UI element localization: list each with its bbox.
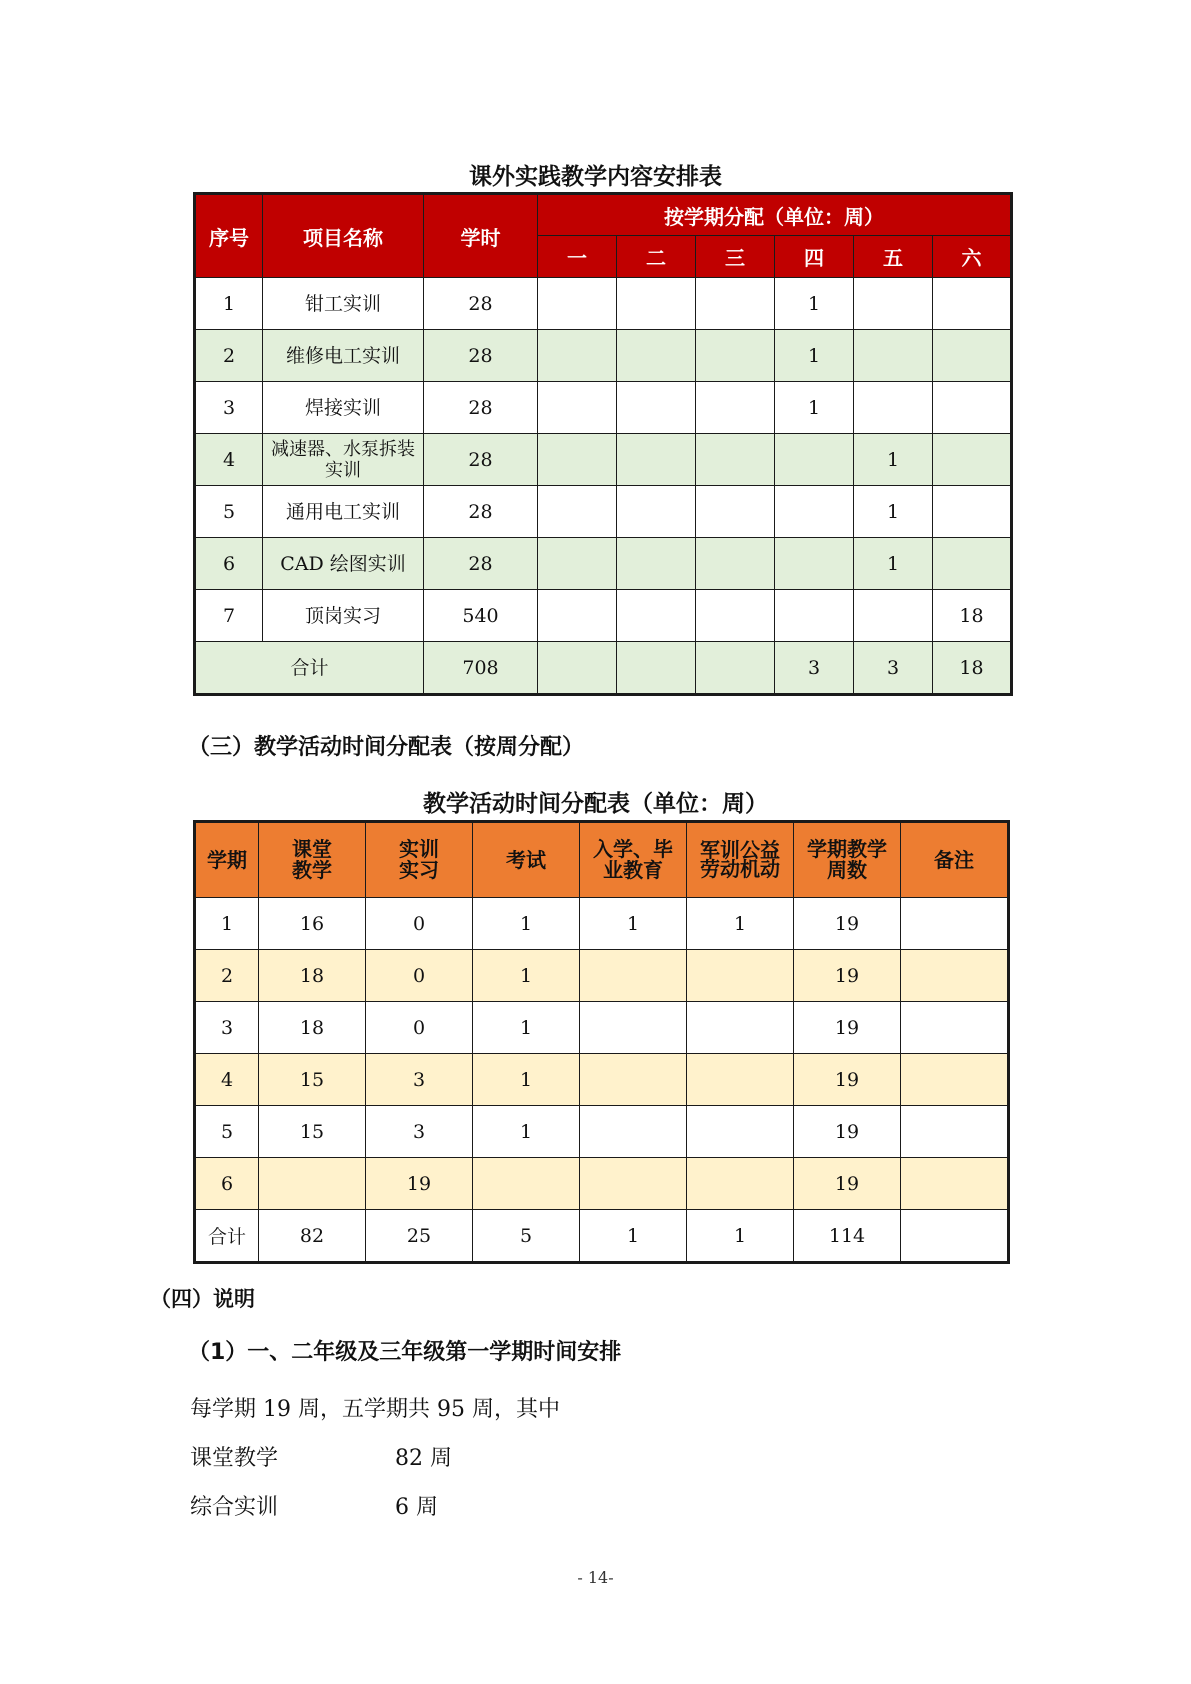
header-term-2: 二 (617, 236, 696, 278)
cell-term (617, 434, 696, 486)
cell-term (538, 486, 617, 538)
cell: 114 (794, 1210, 901, 1263)
header-term-5: 五 (854, 236, 933, 278)
schedule-line (190, 1490, 438, 1521)
cell: 1 (473, 1054, 580, 1106)
cell-hours: 28 (424, 434, 538, 486)
section-3-heading: （三）教学活动时间分配表（按周分配） (188, 735, 585, 760)
cell-term (696, 330, 775, 382)
cell-term (933, 330, 1012, 382)
cell: 3 (195, 1002, 259, 1054)
cell: 1 (195, 898, 259, 950)
table-row (195, 434, 1012, 486)
cell-hours: 28 (424, 382, 538, 434)
cell (901, 950, 1009, 1002)
cell: 1 (473, 950, 580, 1002)
cell (687, 950, 794, 1002)
table-row (195, 486, 1012, 538)
cell-seq: 6 (195, 538, 263, 590)
cell-seq: 4 (195, 434, 263, 486)
cell-term (696, 486, 775, 538)
cell: 合计 (195, 1210, 259, 1263)
cell-term (775, 538, 854, 590)
cell: 5 (473, 1210, 580, 1263)
cell: 0 (366, 898, 473, 950)
header-seq: 序号 (195, 194, 263, 278)
cell (901, 1106, 1009, 1158)
cell-name: 减速器、水泵拆装实训 (263, 434, 424, 486)
table2-title: 教学活动时间分配表（单位：周） (423, 791, 768, 817)
cell-term (854, 330, 933, 382)
cell-term (854, 278, 933, 330)
cell-term (538, 434, 617, 486)
cell: 1 (473, 898, 580, 950)
cell: 19 (794, 1106, 901, 1158)
cell-term: 18 (933, 590, 1012, 642)
cell (687, 1002, 794, 1054)
cell (901, 1158, 1009, 1210)
header-term-6: 六 (933, 236, 1012, 278)
cell-term (696, 590, 775, 642)
cell: 3 (366, 1054, 473, 1106)
cell-term: 1 (775, 330, 854, 382)
header-military: 军训公益劳动机动 (687, 822, 794, 898)
cell-term (617, 382, 696, 434)
cell: 3 (366, 1106, 473, 1158)
header-term-4: 四 (775, 236, 854, 278)
cell-name: 维修电工实训 (263, 330, 424, 382)
cell-term: 1 (854, 538, 933, 590)
cell-term (775, 434, 854, 486)
cell: 6 (195, 1158, 259, 1210)
cell-term (617, 590, 696, 642)
table-row (195, 538, 1012, 590)
header-term-1: 一 (538, 236, 617, 278)
table-row (195, 278, 1012, 330)
cell-term (538, 382, 617, 434)
schedule-line-value: 82 周 (395, 1446, 452, 1471)
cell: 0 (366, 950, 473, 1002)
cell (580, 950, 687, 1002)
cell-seq: 1 (195, 278, 263, 330)
schedule-line-label: 课堂教学 (190, 1446, 279, 1471)
cell-name: 通用电工实训 (263, 486, 424, 538)
cell-term (617, 278, 696, 330)
table-row (195, 590, 1012, 642)
cell-term: 1 (775, 278, 854, 330)
header-term-3: 三 (696, 236, 775, 278)
header-orientation: 入学、毕业教育 (580, 822, 687, 898)
cell (901, 1002, 1009, 1054)
table-row (195, 330, 1012, 382)
cell (901, 1054, 1009, 1106)
cell: 1 (580, 898, 687, 950)
cell-hours: 540 (424, 590, 538, 642)
cell-term (538, 278, 617, 330)
table-row (195, 1054, 1009, 1106)
cell: 18 (259, 1002, 366, 1054)
cell-term (617, 486, 696, 538)
cell-seq: 3 (195, 382, 263, 434)
page-number: - 14- (577, 1568, 614, 1587)
header-name: 项目名称 (263, 194, 424, 278)
cell: 18 (259, 950, 366, 1002)
cell-total-term (617, 642, 696, 695)
header-allocation: 按学期分配（单位：周） (538, 194, 1012, 236)
cell-total-term (538, 642, 617, 695)
cell-name: 顶岗实习 (263, 590, 424, 642)
cell: 25 (366, 1210, 473, 1263)
cell: 15 (259, 1054, 366, 1106)
cell-term (696, 538, 775, 590)
cell-seq: 7 (195, 590, 263, 642)
cell-term (538, 330, 617, 382)
cell: 1 (687, 1210, 794, 1263)
cell (473, 1158, 580, 1210)
cell: 4 (195, 1054, 259, 1106)
cell-total-label: 合计 (195, 642, 424, 695)
cell-term (696, 382, 775, 434)
schedule-line (190, 1441, 452, 1472)
header-classroom: 课堂教学 (259, 822, 366, 898)
cell-total-term: 3 (775, 642, 854, 695)
schedule-line-value: 6 周 (395, 1495, 438, 1520)
cell-term (696, 434, 775, 486)
cell-seq: 5 (195, 486, 263, 538)
cell: 15 (259, 1106, 366, 1158)
cell-term: 1 (854, 486, 933, 538)
cell (580, 1054, 687, 1106)
cell-name: CAD 绘图实训 (263, 538, 424, 590)
cell (580, 1158, 687, 1210)
cell-term: 1 (854, 434, 933, 486)
table-row (195, 382, 1012, 434)
cell-term (933, 382, 1012, 434)
header-practice: 实训实习 (366, 822, 473, 898)
cell-term: 1 (775, 382, 854, 434)
practice-schedule-table (193, 192, 1013, 696)
cell: 1 (473, 1106, 580, 1158)
cell-term (933, 434, 1012, 486)
header-term: 学期 (195, 822, 259, 898)
cell-term (933, 278, 1012, 330)
cell: 19 (794, 1002, 901, 1054)
cell (687, 1054, 794, 1106)
cell-hours: 28 (424, 330, 538, 382)
table-row (195, 898, 1009, 950)
cell-total-term: 3 (854, 642, 933, 695)
cell: 19 (794, 1054, 901, 1106)
paragraph: 每学期 19 周，五学期共 95 周，其中 (190, 1397, 560, 1422)
cell: 82 (259, 1210, 366, 1263)
cell-term (617, 538, 696, 590)
header-exam: 考试 (473, 822, 580, 898)
header-remarks: 备注 (901, 822, 1009, 898)
cell (259, 1158, 366, 1210)
table-total-row (195, 642, 1012, 695)
cell: 1 (580, 1210, 687, 1263)
cell-term (775, 486, 854, 538)
subsection-1-heading: （1）一、二年级及三年级第一学期时间安排 (188, 1340, 622, 1365)
cell (580, 1106, 687, 1158)
header-weeks: 学期教学周数 (794, 822, 901, 898)
cell (687, 1106, 794, 1158)
cell (901, 898, 1009, 950)
cell-hours: 28 (424, 278, 538, 330)
cell-term (854, 590, 933, 642)
cell-name: 钳工实训 (263, 278, 424, 330)
cell-term (775, 590, 854, 642)
cell: 19 (794, 1158, 901, 1210)
cell: 1 (473, 1002, 580, 1054)
header-hours: 学时 (424, 194, 538, 278)
cell-total-term: 18 (933, 642, 1012, 695)
cell-term (617, 330, 696, 382)
table-row (195, 1158, 1009, 1210)
cell-total-hours: 708 (424, 642, 538, 695)
cell-hours: 28 (424, 538, 538, 590)
schedule-line-label: 综合实训 (190, 1495, 279, 1520)
cell (687, 1158, 794, 1210)
teaching-time-table (193, 820, 1010, 1264)
cell-term (854, 382, 933, 434)
cell: 2 (195, 950, 259, 1002)
section-4-heading: （四）说明 (150, 1287, 255, 1311)
cell: 19 (794, 898, 901, 950)
cell (901, 1210, 1009, 1263)
cell (580, 1002, 687, 1054)
cell-total-term (696, 642, 775, 695)
table1-title: 课外实践教学内容安排表 (469, 164, 722, 190)
cell-term (696, 278, 775, 330)
cell: 0 (366, 1002, 473, 1054)
cell-term (538, 590, 617, 642)
cell-name: 焊接实训 (263, 382, 424, 434)
cell-term (933, 538, 1012, 590)
cell: 19 (794, 950, 901, 1002)
cell: 1 (687, 898, 794, 950)
cell-term (933, 486, 1012, 538)
cell: 19 (366, 1158, 473, 1210)
table-row (195, 950, 1009, 1002)
cell: 5 (195, 1106, 259, 1158)
cell-seq: 2 (195, 330, 263, 382)
table-total-row (195, 1210, 1009, 1263)
table-row (195, 1106, 1009, 1158)
cell-hours: 28 (424, 486, 538, 538)
cell-term (538, 538, 617, 590)
cell: 16 (259, 898, 366, 950)
table-row (195, 1002, 1009, 1054)
